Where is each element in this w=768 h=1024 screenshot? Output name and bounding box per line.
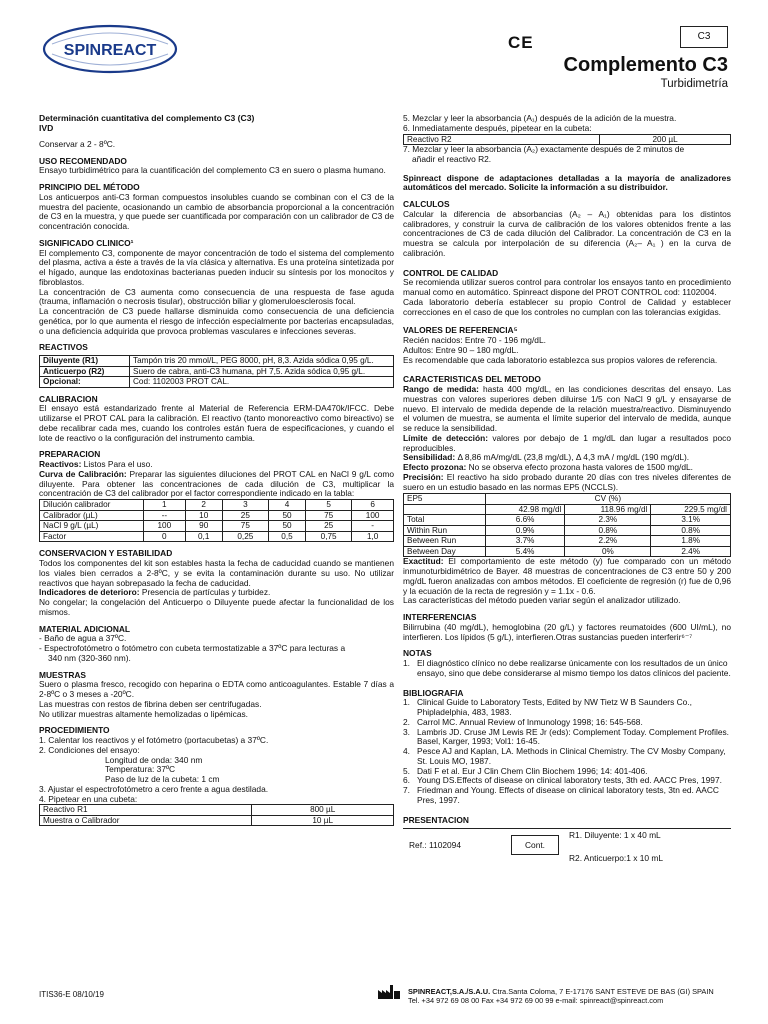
- list-text: Clinical Guide to Laboratory Tests, Edited by NW Tietz W B Saunders Co., Phipladelphia, 483, 1983.: [417, 697, 692, 718]
- table-cell: Reactivo R1: [40, 805, 252, 816]
- exactitud-text: El comportamiento de este método (y) fue comparado con un método inmunoturbidimétrico de Bayer. 48 muestras de concentraciones de C3 entre 50 y 200 mg/dL fueron analizadas con ambos métodos. El coeficiente de regresión (r) fue de 0,96 y la ecuación de la recta de regresión y = 1.1x - 0.6.: [403, 556, 731, 596]
- list-text: El diagnóstico clínico no debe realizarse únicamente con los resultados de un único ensayo, sino que debe considerarse al mismo tiempo los datos clínicos del paciente.: [417, 658, 731, 678]
- table-cell: 200 µL: [600, 134, 731, 145]
- pipet-table: [39, 804, 394, 826]
- table-cell: 1,0: [352, 531, 394, 542]
- dilucion-header: Dilución calibrador: [40, 500, 144, 511]
- table-cell: 2.4%: [651, 546, 731, 557]
- proc-step-2c: Paso de luz de la cubeta: 1 cm: [105, 774, 220, 785]
- footer-company: [408, 988, 714, 1006]
- muestras-text-3: No utilizar muestras altamente hemolizadas o lipémicas.: [39, 708, 248, 719]
- table-cell: Calibrador (µL): [40, 510, 144, 521]
- calibracion-text: El ensayo está estandarizado frente al Material de Referencia ERM-DA470k/IFCC. Debe utilizarse el PROT CAL para la calibración. El reactivo (tanto monoreactivo como bireactivo) se debe recalibrar cada mes, cuando los controles están fuera de especificaciones, y cuando el lote de reactivo o la configuración del instrumento cambia.: [39, 403, 394, 443]
- biblio-title: BIBLIOGRAFIA: [403, 687, 464, 698]
- table-cell: 0,5: [268, 531, 305, 542]
- page-title: Complemento C3: [563, 54, 728, 76]
- material-item-2b: 340 nm (320-360 nm).: [48, 652, 131, 663]
- muestras-text-2: Las muestras con restos de fibrina deben ser centrifugadas.: [39, 698, 262, 709]
- table-cell: 0%: [565, 546, 651, 557]
- company-name: SPINREACT,S.A./S.A.U.: [408, 987, 491, 996]
- proc-step-3: 3. Ajustar el espectrofotómetro a cero frente a agua destilada.: [39, 783, 269, 794]
- table-cell: 1.8%: [651, 536, 731, 547]
- doc-heading: Determinación cuantitativa del complemento C3 (C3): [39, 113, 255, 123]
- table-cell: 90: [185, 521, 222, 532]
- proc-step-7: 7. Mezclar y leer la absorbancia (A₂) exactamente después de 2 minutos de: [403, 144, 685, 155]
- notas-title: NOTAS: [403, 648, 432, 659]
- table-cell: 2.3%: [565, 515, 651, 526]
- list-item: [403, 698, 731, 718]
- muestras-title: MUESTRAS: [39, 669, 86, 680]
- significado-text-3: La concentración de C3 puede hallarse disminuida como consecuencia de una deficiencia genética, por lo que aumenta el riesgo de infección especialmente por bacterias encapsuladas, o una deficiencia adquirida que provoca problemas vasculares e infecciones severas.: [39, 306, 394, 336]
- table-row: [404, 525, 731, 536]
- prep-reactivos-label: Reactivos:: [39, 459, 82, 470]
- principio-text: Los anticuerpos anti-C3 forman compuestos insolubles cuando se combinan con el C3 de la muestra del paciente, ocasionando un cambio de absorbancia proporcional a la concentración de C3 en la muestra, y que puede ser cuantificada por comparación con un calibrador de C3 de concentración conocida.: [39, 191, 394, 232]
- product-code: C3: [680, 26, 728, 48]
- reactivo-name: Diluyente (R1): [40, 356, 130, 367]
- control-title: CONTROL DE CALIDAD: [403, 267, 499, 278]
- table-row: [40, 805, 394, 816]
- prozona-text: No se observa efecto prozona hasta valores de 1500 mg/dL.: [466, 462, 694, 473]
- table-row: [404, 536, 731, 547]
- precision: [403, 473, 731, 493]
- proc-step-7b: añadir el reactivo R2.: [412, 153, 492, 164]
- table-cell: 0.8%: [565, 525, 651, 536]
- reactivo-desc: Suero de cabra, anti-C3 humana, pH 7,5. Azida sódica 0,95 g/L.: [130, 366, 394, 377]
- uso-text: Ensayo turbidimétrico para la cuantificación del complemento C3 en suero o plasma humano.: [39, 165, 386, 176]
- table-cell: 0,1: [185, 531, 222, 542]
- prep-curva-text: Preparar las siguientes diluciones del PROT CAL en NaCl 9 g/L como diluyente. Para obtener las concentraciones de cada dilución de C3, multiplicar la concentración de C3 del calibrador por el factor correspondiente indicado en la tabla:: [39, 468, 394, 499]
- reactivo-desc: Cod: 1102003 PROT CAL.: [130, 377, 394, 388]
- presentacion-box: [403, 828, 731, 868]
- table-cell: 10: [185, 510, 222, 521]
- table-row: [40, 377, 394, 388]
- reactivo-name: Anticuerpo (R2): [40, 366, 130, 377]
- ce-mark: CE: [508, 33, 534, 52]
- company-address: Ctra.Santa Coloma, 7 E-17176 SANT ESTEVE DE BAS (GI) SPAIN: [490, 987, 714, 996]
- table-cell: 0,75: [306, 531, 352, 542]
- valores-3: Es recomendable que cada laboratorio establezca sus propios valores de referencia.: [403, 354, 718, 365]
- limite-text: valores por debajo de 1 mg/dL dan lugar a resultados poco reproducibles.: [403, 432, 731, 453]
- list-number: 4.: [403, 746, 410, 757]
- conservacion-title: CONSERVACION Y ESTABILIDAD: [39, 548, 173, 559]
- storage-text: Conservar a 2 - 8ºC.: [39, 138, 116, 149]
- conservacion-text: Todos los componentes del kit son estables hasta la fecha de caducidad cuando se mantienen los viales bien cerrados a 2-8ºC, y se evita la contaminación durante su uso. No utilizar reactivos que hayan sobrepasado la fecha de caducidad.: [39, 558, 394, 588]
- prep-reactivos-text: Listos Para el uso.: [81, 459, 153, 470]
- cont-box: Cont.: [511, 835, 559, 855]
- dilucion-header: 5: [306, 500, 352, 511]
- ivd-label: IVD: [39, 122, 54, 133]
- significado-text-2: La concentración de C3 aumenta como consecuencia de una respuesta de fase aguda (trauma, inflamación o necrosis tisular), obstrucción biliar y glomeruloesclerosis focal.: [39, 286, 394, 307]
- list-text: Carrol MC. Annual Review of Inmunology 1998; 16: 545-568.: [417, 716, 643, 727]
- rango: [403, 385, 731, 434]
- material-item-1: - Baño de agua a 37ºC.: [39, 633, 127, 644]
- spinreact-logo: [42, 24, 178, 74]
- table-cell: 50: [268, 510, 305, 521]
- rango-label: Rango de medida:: [403, 384, 479, 395]
- table-row: [404, 546, 731, 557]
- table-cell: Between Day: [404, 546, 486, 557]
- list-text: Friedman and Young. Effects of disease on clinical laboratory tests, 3tn ed. AACC Pres, 1997.: [417, 785, 719, 805]
- r2-presentation: R2. Anticuerpo:1 x 10 mL: [569, 853, 664, 864]
- precision-label: Precisión:: [403, 471, 444, 482]
- list-number: 2.: [403, 716, 410, 727]
- exactitud-text-2: Las características del método pueden variar según el analizador utilizado.: [403, 595, 681, 606]
- prep-curva: [39, 470, 394, 499]
- brand-text: SPINREACT: [63, 42, 157, 59]
- table-cell: 10 µL: [252, 815, 394, 826]
- table-cell: CV (%): [485, 494, 730, 505]
- calibracion-title: CALIBRACION: [39, 393, 98, 404]
- valores-1: Recién nacidos: Entre 70 - 196 mg/dL.: [403, 335, 546, 346]
- list-number: 1.: [403, 697, 410, 708]
- principio-title: PRINCIPIO DEL MÉTODO: [39, 182, 140, 193]
- table-cell: [404, 504, 486, 515]
- table-cell: --: [144, 510, 186, 521]
- list-item: [403, 747, 731, 767]
- manufacturer-icon: [378, 985, 400, 999]
- left-column: [39, 114, 394, 826]
- list-number: 1.: [403, 658, 410, 669]
- reactivos-table: [39, 355, 394, 388]
- dilucion-header: 6: [352, 500, 394, 511]
- control-text: Se recomienda utilizar sueros control para controlar los ensayos tanto en procedimiento manual como en automático. Spinreact dispone del PROT CONTROL cod: 1102004.: [403, 277, 731, 298]
- deterioro-text-2: No congelar; la congelación del Anticuerpo o Diluyente puede afectar la funcionalidad de los mismos.: [39, 597, 394, 617]
- table-row: [40, 510, 394, 521]
- rango-text: hasta 400 mg/dL, en las condiciones descritas del ensayo. Las muestras con valores superiores deben diluirse 1/5 con NaCl 9 g/L y ensayarse de nuevo. El intervalo de medida depende de la relación muestra/reactivo. Disminuyendo el volumen de muestra, se aumenta el límite superior del intervalo de medida, aunque se reduce la sensibilidad.: [403, 384, 732, 434]
- deterioro-label: Indicadores de deterioro:: [39, 587, 140, 598]
- presentacion-title: PRESENTACION: [403, 814, 469, 825]
- list-text: Young DS.Effects of disease on clinical laboratory tests, 3th ed. AACC Pres, 1997.: [417, 775, 722, 786]
- valores-title: VALORES DE REFERENCIA⁵: [403, 325, 518, 336]
- table-cell: 5.4%: [485, 546, 565, 557]
- table-cell: 25: [306, 521, 352, 532]
- uso-title: USO RECOMENDADO: [39, 155, 127, 166]
- doc-code: ITIS36-E 08/10/19: [39, 990, 104, 999]
- table-cell: 3.1%: [651, 515, 731, 526]
- table-cell: Between Run: [404, 536, 486, 547]
- table-cell: 0.8%: [651, 525, 731, 536]
- preparacion-title: PREPARACION: [39, 449, 101, 460]
- table-cell: Total: [404, 515, 486, 526]
- proc-step-2b: Temperatura: 37ºC: [105, 764, 176, 775]
- deterioro-text: Presencia de partículas y turbidez.: [139, 587, 271, 598]
- list-number: 3.: [403, 726, 410, 737]
- procedimiento-title: PROCEDIMIENTO: [39, 725, 110, 736]
- table-cell: 75: [222, 521, 268, 532]
- notas-list: [403, 659, 731, 679]
- table-cell: -: [352, 521, 394, 532]
- table-cell: Reactivo R2: [404, 134, 600, 145]
- caract-title: CARACTERISTICAS DEL METODO: [403, 374, 541, 385]
- reactivo-desc: Tampón tris 20 mmol/L, PEG 8000, pH, 8,3. Azida sódica 0,95 g/L.: [130, 356, 394, 367]
- ref-label: Ref.: 1102094: [409, 840, 461, 851]
- table-header-row: [404, 504, 731, 515]
- page-subtitle: Turbidimetría: [660, 78, 728, 90]
- reactivo-name: Opcional:: [40, 377, 130, 388]
- calculos-title: CALCULOS: [403, 199, 450, 210]
- list-number: 7.: [403, 785, 410, 796]
- dilucion-header: 3: [222, 500, 268, 511]
- proc-step-5: 5. Mezclar y leer la absorbancia (A₁) después de la adición de la muestra.: [403, 113, 677, 123]
- ep5-table: [403, 493, 731, 557]
- table-cell: Within Run: [404, 525, 486, 536]
- table-cell: 229.5 mg/dl: [651, 504, 731, 515]
- table-row: [404, 515, 731, 526]
- table-cell: 2.2%: [565, 536, 651, 547]
- table-row: [40, 366, 394, 377]
- interf-title: INTERFERENCIAS: [403, 612, 477, 623]
- calculos-text: Calcular la diferencia de absorbancias (A₂ – A₁) obtenidas para los distintos calibradores, y construir la curva de calibración de los valores obtenidos frente a las concentraciones de C3 de cada dilución del Calibrador. La concentración de C3 en la muestra se calcula por interpolación de su diferencia (A₂– A₁ ) en la curva de calibración.: [403, 208, 731, 258]
- significado-title: SIGNIFICADO CLINICO¹: [39, 237, 134, 248]
- list-item: [403, 786, 731, 806]
- prep-curva-label: Curva de Calibración:: [39, 468, 127, 479]
- table-cell: 0: [144, 531, 186, 542]
- right-column: [403, 114, 731, 868]
- limite: [403, 434, 731, 454]
- list-number: 6.: [403, 775, 410, 786]
- sens-label: Sensibilidad:: [403, 452, 456, 463]
- proc-step-4: 4. Pipetear en una cubeta:: [39, 793, 138, 804]
- table-cell: 50: [268, 521, 305, 532]
- table-cell: 100: [144, 521, 186, 532]
- table-row: [404, 134, 731, 145]
- prozona-label: Efecto prozona:: [403, 462, 467, 473]
- proc-step-2a: Longitud de onda: 340 nm: [105, 754, 203, 765]
- dilucion-table: [39, 499, 394, 542]
- list-text: Dati F et al. Eur J Clin Chem Clin Biochem 1996; 14: 401-406.: [417, 765, 648, 776]
- material-item-2: - Espectrofotómetro o fotómetro con cubeta termostatizable a 37ºC para lecturas a: [39, 643, 346, 654]
- r1-presentation: R1. Diluyente: 1 x 40 mL: [569, 830, 661, 841]
- table-cell: 118.96 mg/dl: [565, 504, 651, 515]
- list-text: Lambris JD. Cruse JM Lewis RE Jr (eds): Complement Today. Complement Profiles. Basel, Karger, 1993; Vol1: 16-45.: [417, 726, 729, 747]
- muestras-text: Suero o plasma fresco, recogido con heparina o EDTA como anticoagulantes. Estable 7 días a 2-8ºC o 3 meses a -20ºC.: [39, 679, 394, 700]
- list-number: 5.: [403, 765, 410, 776]
- control-text-2: Cada laboratorio debería establecer su propio Control de Calidad y establecer correcciones en el caso de que los controles no cumplan con las tolerancias exigidas.: [403, 296, 731, 317]
- interf-text: Bilirrubina (40 mg/dL), hemoglobina (20 g/L) y factores reumatoides (600 UI/mL), no interfieren. Los lípidos (5 g/L), interfieren.Otras sustancias pueden interferir⁶⁻⁷: [403, 621, 731, 642]
- exactitud-label: Exactitud:: [403, 556, 444, 567]
- table-cell: 800 µL: [252, 805, 394, 816]
- proc-step-6: 6. Inmediatamente después, pipetear en la cubeta:: [403, 122, 592, 133]
- table-cell: NaCl 9 g/L (µL): [40, 521, 144, 532]
- proc-step-1: 1. Calentar los reactivos y el fotómetro (portacubetas) a 37ºC.: [39, 735, 269, 746]
- material-title: MATERIAL ADICIONAL: [39, 623, 131, 634]
- table-cell: 100: [352, 510, 394, 521]
- valores-2: Adultos: Entre 90 – 180 mg/dL.: [403, 344, 519, 355]
- list-item: [403, 659, 731, 679]
- sens-text: Δ 8,86 mA/mg/dL (23,8 mg/dL), Δ 4,3 mA / mg/dL (190 mg/dL).: [455, 452, 690, 463]
- table-cell: 3.7%: [485, 536, 565, 547]
- table-row: [40, 521, 394, 532]
- precision-text: El reactivo ha sido probado durante 20 días con tres niveles diferentes de suero en un estudio basado en las normas EP5 (NCCLS).: [403, 471, 731, 492]
- table-row: [40, 531, 394, 542]
- table-cell: EP5: [404, 494, 486, 505]
- dilucion-header: 2: [185, 500, 222, 511]
- limite-label: Límite de detección:: [403, 432, 488, 443]
- significado-text: El complemento C3, componente de mayor concentración de todo el sistema del complemento del plasma, activa a éste a través de la vía clásica y alternativa. Es una proteína sintetizada por el hígado, aunque las endotoxinas bacterianas pueden inducir su síntesis por los monocitos y fibroblastos.: [39, 247, 394, 287]
- company-contact: Tel. +34 972 69 08 00 Fax +34 972 69 00 99 e-mail: spinreact@spinreact.com: [408, 995, 664, 1005]
- table-header-row: [40, 500, 394, 511]
- list-item: [403, 728, 731, 748]
- table-cell: 25: [222, 510, 268, 521]
- table-cell: 0.9%: [485, 525, 565, 536]
- proc-step-2: 2. Condiciones del ensayo:: [39, 744, 140, 755]
- table-cell: 75: [306, 510, 352, 521]
- table-cell: Muestra o Calibrador: [40, 815, 252, 826]
- spinreact-note: Spinreact dispone de adaptaciones detalladas a la mayoría de analizadores automáticos del mercado. Solicite la información a su distribuidor.: [403, 172, 731, 193]
- exactitud: [403, 557, 731, 596]
- table-cell: 6.6%: [485, 515, 565, 526]
- list-text: Pesce AJ and Kaplan, LA. Methods in Clinical Chemistry. The CV Mosby Company, St. Louis MO, 1987.: [417, 746, 726, 766]
- table-cell: 42.98 mg/dl: [485, 504, 565, 515]
- table-cell: 0,25: [222, 531, 268, 542]
- dilucion-header: 4: [268, 500, 305, 511]
- reactivos-title: REACTIVOS: [39, 342, 88, 353]
- table-row: [40, 815, 394, 826]
- table-header-row: [404, 494, 731, 505]
- dilucion-header: 1: [144, 500, 186, 511]
- table-row: [40, 356, 394, 367]
- table-cell: Factor: [40, 531, 144, 542]
- biblio-list: [403, 698, 731, 805]
